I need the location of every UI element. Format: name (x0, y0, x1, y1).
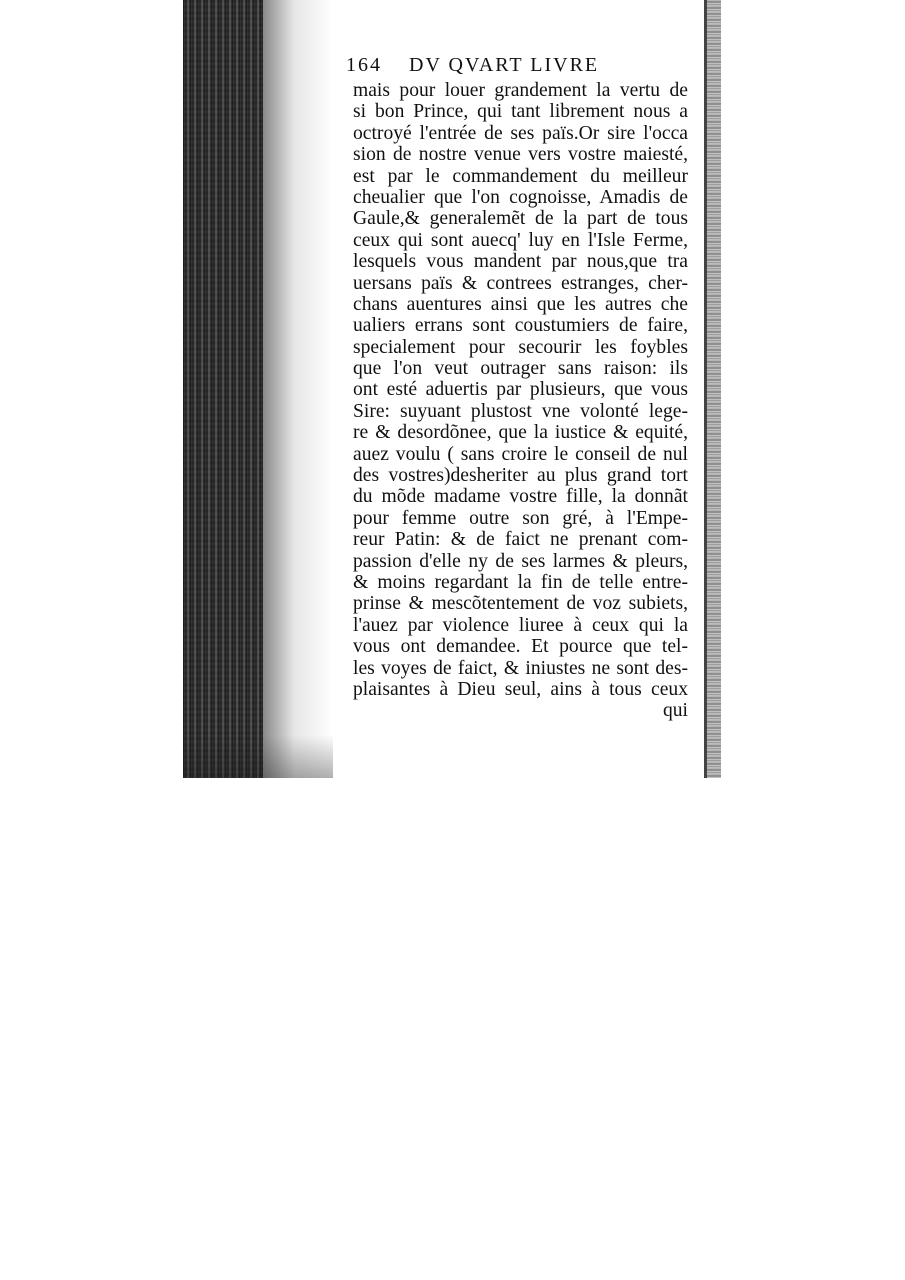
text-line: chans auentures ainsi que les autres che (353, 293, 688, 315)
text-line: plaisantes à Dieu seul, ains à tous ceux (353, 678, 688, 700)
text-line: ualiers errans sont coustumiers de faire, (353, 315, 688, 337)
text-line: pour femme outre son gré, à l'Empe- (353, 507, 688, 529)
text-line: des vostres)desheriter au plus grand tort (353, 465, 688, 487)
text-line: re & desordõnee, que la iustice & equité, (353, 422, 688, 444)
text-line: Sire: suyuant plustost vne volonté lege- (353, 400, 688, 422)
text-line: & moins regardant la fin de telle entre- (353, 571, 688, 593)
text-line: du mõde madame vostre fille, la donnãt (353, 486, 688, 508)
scanned-page (183, 0, 721, 778)
page-number: 164 (346, 54, 382, 76)
text-line: prinse & mescõtentement de voz subiets, (353, 593, 688, 615)
text-line: passion d'elle ny de ses larmes & pleurs, (353, 550, 688, 572)
text-line: est par le commandement du meilleur (353, 165, 688, 187)
text-line: mais pour louer grandement la vertu de (353, 80, 688, 101)
text-line: lesquels vous mandent par nous,que tra (353, 251, 688, 273)
text-line: octroyé l'entrée de ses païs.Or sire l'occa (353, 122, 688, 144)
catchword: qui (662, 700, 688, 722)
bottom-shadow (183, 735, 333, 778)
book-gutter (183, 0, 263, 778)
text-line: les voyes de faict, & iniustes ne sont des- (353, 657, 688, 679)
text-line: que l'on veut outrager sans raison: ils (353, 358, 688, 380)
page-edge (707, 0, 721, 778)
text-line: vous ont demandee. Et pource que tel- (353, 636, 688, 658)
running-title: DV QVART LIVRE (409, 54, 600, 76)
text-line: sion de nostre venue vers vostre maiesté, (353, 144, 688, 166)
text-line: reur Patin: & de faict ne prenant com- (353, 529, 688, 551)
body-text (353, 80, 688, 722)
text-line: ceux qui sont auecq' luy en l'Isle Ferme, (353, 229, 688, 251)
text-line: cheualier que l'on cognoisse, Amadis de (353, 186, 688, 208)
text-line: ont esté aduertis par plusieurs, que vous (353, 379, 688, 401)
text-line: specialement pour secourir les foybles (353, 336, 688, 358)
text-line: si bon Prince, qui tant librement nous a (353, 101, 688, 123)
text-line: l'auez par violence liuree à ceux qui la (353, 614, 688, 636)
text-line: uersans païs & contrees estranges, cher- (353, 272, 688, 294)
text-line: auez voulu ( sans croire le conseil de nul (353, 443, 688, 465)
text-line: Gaule,& generalemẽt de la part de tous (353, 208, 688, 230)
running-header (346, 54, 646, 82)
gutter-shadow (263, 0, 333, 778)
